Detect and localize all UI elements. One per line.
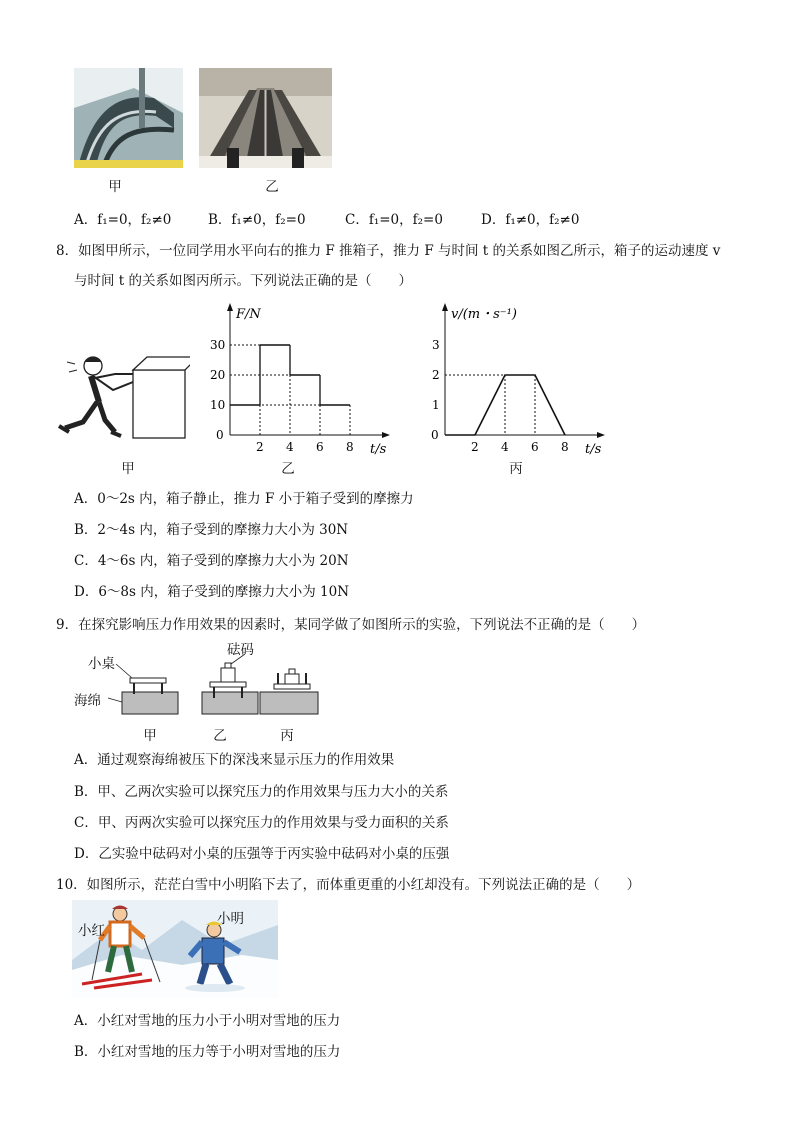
q8-option-a[interactable]: A．0～2s 内，箱子静止，推力 F 小于箱子受到的摩擦力	[74, 491, 414, 507]
q9-option-c[interactable]: C．甲、丙两次实验可以探究压力的作用效果与受力面积的关系	[74, 815, 449, 831]
velocity-chart-x-tick-label: 8	[561, 440, 569, 454]
q8-option-b[interactable]: B．2～4s 内，箱子受到的摩擦力大小为 30N	[74, 522, 349, 538]
force-chart-x-tick-label: 6	[316, 440, 324, 454]
force-chart-origin-label: 0	[216, 428, 224, 442]
q7-option-b[interactable]: B．f₁≠0，f₂=0	[208, 212, 306, 228]
escalator-photo-b	[199, 68, 332, 168]
figure-caption-yi: 乙	[265, 179, 279, 195]
q10-option-a[interactable]: A．小红对雪地的压力小于小明对雪地的压力	[74, 1013, 341, 1029]
force-chart-x-tick-label: 4	[286, 440, 294, 454]
velocity-chart-x-arrow	[597, 432, 605, 438]
q7-option-c[interactable]: C．f₁=0，f₂=0	[345, 212, 443, 228]
figure-caption-jia: 甲	[143, 728, 157, 744]
q9-stem: 9．在探究影响压力作用效果的因素时，某同学做了如图所示的实验，下列说法不正确的是（ ）	[56, 617, 646, 633]
velocity-chart-xlabel: t/s	[585, 442, 602, 457]
escalator-photo-a	[74, 68, 183, 168]
velocity-chart-x-tick-label: 4	[501, 440, 509, 454]
velocity-chart-x-tick-label: 6	[531, 440, 539, 454]
q8-option-d[interactable]: D．6～8s 内，箱子受到的摩擦力大小为 10N	[74, 584, 350, 600]
velocity-chart-y-tick-label: 2	[432, 368, 440, 382]
q9-option-d[interactable]: D．乙实验中砝码对小桌的压强等于丙实验中砝码对小桌的压强	[74, 846, 450, 862]
velocity-time-chart	[410, 300, 620, 460]
force-chart-y-tick-label: 20	[210, 368, 226, 382]
q10-option-b[interactable]: B．小红对雪地的压力等于小明对雪地的压力	[74, 1044, 341, 1060]
force-chart-x-tick-label: 8	[346, 440, 354, 454]
force-chart-ylabel: F/N	[236, 307, 261, 322]
q8-stem-line1: 8．如图甲所示，一位同学用水平向右的推力 F 推箱子，推力 F 与时间 t 的关系如图乙所示，箱子的运动速度 v	[56, 243, 721, 259]
velocity-chart-y-tick-label: 1	[432, 398, 440, 412]
velocity-chart-origin-label: 0	[431, 428, 439, 442]
force-chart-xlabel: t/s	[370, 442, 387, 457]
q7-option-a[interactable]: A．f₁=0，f₂≠0	[74, 212, 172, 228]
skiers-illustration	[72, 900, 278, 998]
figure-caption-bing: 丙	[280, 728, 294, 744]
q10-stem: 10．如图所示，茫茫白雪中小明陷下去了，而体重更重的小红却没有。下列说法正确的是（ ）	[56, 877, 641, 893]
velocity-chart-x-tick-label: 2	[471, 440, 479, 454]
figure-caption-yi: 乙	[281, 461, 295, 477]
person-pushing-box-illustration	[55, 352, 190, 442]
label-weight: 砝码	[227, 642, 254, 658]
force-chart-x-arrow	[382, 432, 390, 438]
force-chart-y-tick-label: 10	[210, 398, 226, 412]
q9-option-a[interactable]: A．通过观察海绵被压下的深浅来显示压力的作用效果	[74, 752, 395, 768]
velocity-chart-y-tick-label: 3	[432, 338, 440, 352]
velocity-chart-y-arrow	[442, 303, 448, 311]
figure-caption-yi: 乙	[213, 728, 227, 744]
figure-caption-bing: 丙	[509, 461, 523, 477]
figure-caption-jia: 甲	[108, 179, 122, 195]
q9-option-b[interactable]: B．甲、乙两次实验可以探究压力的作用效果与压力大小的关系	[74, 784, 449, 800]
pressure-experiment-diagram	[70, 640, 330, 720]
label-table: 小桌	[88, 656, 115, 672]
q7-option-d[interactable]: D．f₁≠0，f₂≠0	[481, 212, 580, 228]
velocity-chart-ylabel: v/(m・s⁻¹)	[451, 307, 517, 322]
label-sponge: 海绵	[74, 693, 101, 709]
force-time-chart	[195, 300, 405, 460]
q8-stem-line2: 与时间 t 的关系如图丙所示。下列说法正确的是（ ）	[74, 273, 413, 289]
figure-caption-jia: 甲	[121, 461, 135, 477]
force-chart-y-tick-label: 30	[210, 338, 226, 352]
force-chart-y-arrow	[227, 303, 233, 311]
label-xiaoming: 小明	[217, 911, 244, 927]
label-xiaohong: 小红	[78, 923, 105, 939]
force-chart-x-tick-label: 2	[256, 440, 264, 454]
q8-option-c[interactable]: C．4～6s 内，箱子受到的摩擦力大小为 20N	[74, 553, 349, 569]
